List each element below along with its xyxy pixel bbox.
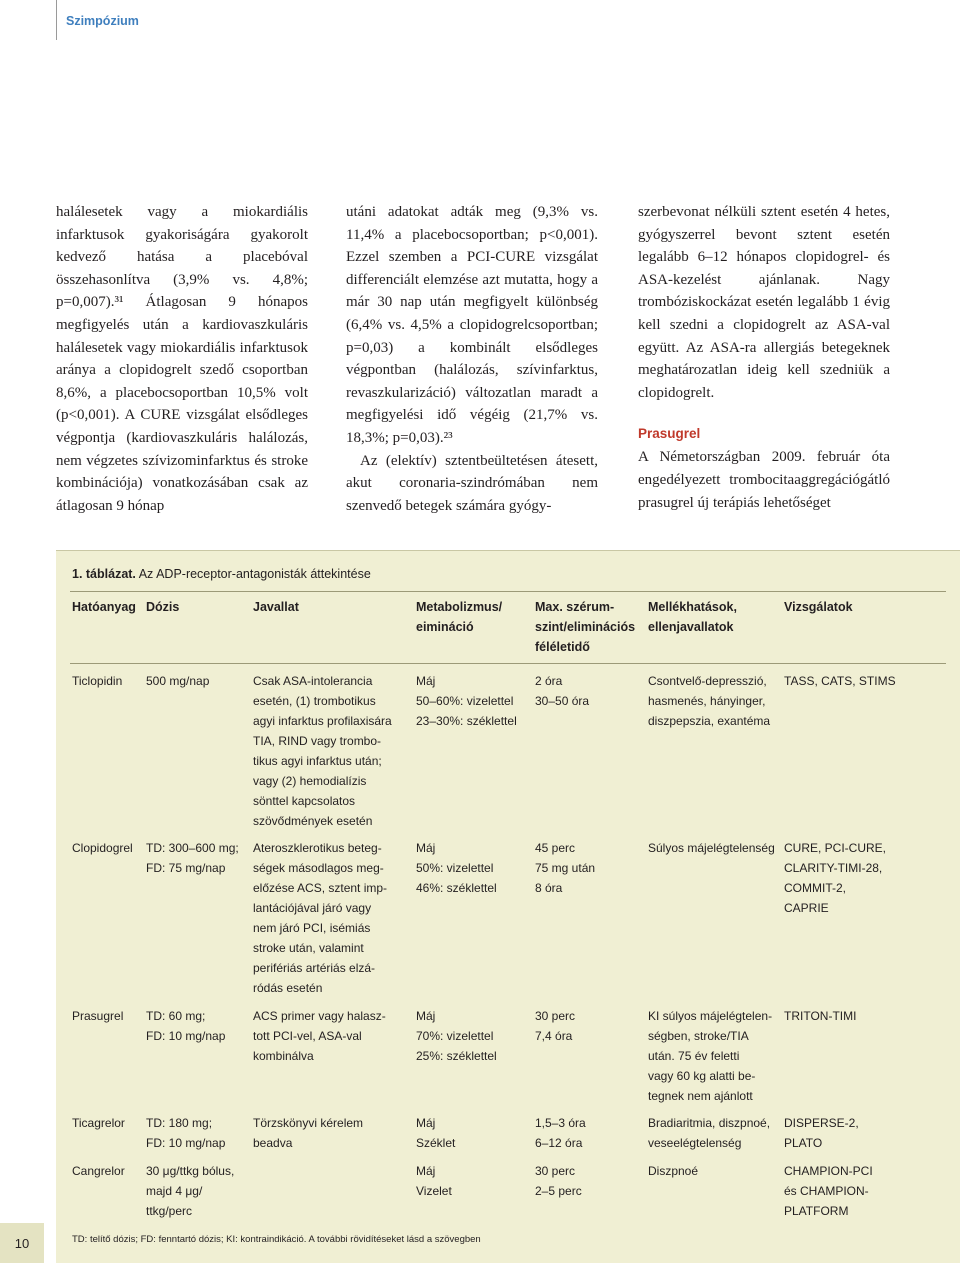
cell-mellekhatasok: Csontvelő-depresszió, hasmenés, hányinger, diszpepszia, exantéma [648, 674, 771, 728]
header-metabolizmus: Metabolizmus/ eimináció [416, 600, 503, 634]
cell-szerumszint: 30 perc 7,4 óra [535, 1009, 576, 1043]
cell-metabolizmus: Máj Vizelet [416, 1164, 452, 1198]
cell-vizsgalatok: TASS, CATS, STIMS [784, 674, 896, 688]
header-hatoanyag: Hatóanyag [72, 600, 136, 614]
cell-hatoanyag: Clopidogrel [72, 841, 133, 855]
cell-vizsgalatok: CURE, PCI-CURE, CLARITY-TIMI-28, COMMIT-2, CAPRIE [784, 841, 887, 915]
header-vizsgalatok: Vizsgálatok [784, 600, 853, 614]
paragraph: utáni adatokat adták meg (9,3% vs. 11,4% a placebocsoportban; p<0,001). Ezzel szemben a PCI-CURE vizsgálat differenciált elemzése azt mutatta, hogy a már 30 nap után megfigyelt különbség (6,4% vs. 4,5% a clopidogrelcsoportban; p=0,03) a kombinált elsődleges végpontban (halálozás, szívinfarktus, revaszkularizáció) változatlan maradt a megfigyelési idő végéig (21,7% vs. 18,3%; p=0,03).²³ [346, 204, 598, 446]
cell-javallat: ACS primer vagy halasz- tott PCI-vel, ASA-val kombinálva [253, 1009, 386, 1063]
cell-dozis: TD: 180 mg; FD: 10 mg/nap [146, 1116, 226, 1150]
cell-mellekhatasok: Diszpnoé [648, 1164, 699, 1178]
header-javallat: Javallat [253, 600, 299, 614]
cell-hatoanyag: Prasugrel [72, 1009, 124, 1023]
paragraph: szerbevonat nélküli sztent esetén 4 hetes, gyógyszerrel bevont sztent esetén legalább 6–12 hónapos clopidogrel- és ASA-kezelést ajánlanak. Nagy trombóziskockázat esetén legalább 1 évig kell szedni a clopidogrelt az ASA-val együtt. Az ASA-ra allergiás betegeknek meghatározatlan ideig kell szedniük a clopidogrelt. [638, 204, 890, 401]
cell-vizsgalatok: CHAMPION-PCI és CHAMPION- PLATFORM [784, 1164, 873, 1218]
cell-hatoanyag: Cangrelor [72, 1164, 125, 1178]
cell-mellekhatasok: KI súlyos májelégtelen- ségben, stroke/TIA után. 75 év feletti vagy 60 kg alatti be- tegnek nem ajánlott [648, 1009, 773, 1103]
section-heading: Prasugrel [638, 426, 701, 442]
table-caption-label: 1. táblázat. [72, 567, 136, 581]
cell-metabolizmus: Máj 50%: vizelettel 46%: széklettel [416, 841, 497, 895]
cell-javallat: Csak ASA-intolerancia esetén, (1) trombotikus agyi infarktus profilaxisára TIA, RIND vagy trombo- tikus agyi infarktus után; vagy (2) hemodialízis sönttel kapcsolatos szövődmények esetén [253, 674, 392, 828]
paragraph: halálesetek vagy a miokardiális infarktusok gyakoriságára gyakorolt kedvező hatása a placebóval összehasonlítva (3,9% vs. 4,8%; p=0,007).³¹ Átlagosan 9 hónapos megfigyelés után a kardiovaszkuláris halálesetek vagy miokardiális infarktusok aránya a clopidogrelt szedő csoportban 8,6%, a placebocsoportban 10,5% volt (p<0,001). A CURE vizsgálat elsődleges végpontja (kardiovaszkuláris halálozás, nem végzetes szívizominfarktus és stroke kombinációja) vonatkozásában csak az átlagosan 9 hónap [56, 204, 308, 514]
cell-szerumszint: 30 perc 2–5 perc [535, 1164, 582, 1198]
header-szerumszint: Max. szérum- szint/eliminációs féléletidő [535, 600, 636, 654]
text-column-1 [56, 201, 308, 517]
cell-metabolizmus: Máj 70%: vizelettel 25%: széklettel [416, 1009, 497, 1063]
cell-hatoanyag: Ticlopidin [72, 674, 123, 688]
table-box [56, 550, 960, 1263]
cell-mellekhatasok: Bradiaritmia, diszpnoé, veseelégtelenség [648, 1116, 771, 1150]
text-column-2 [346, 201, 598, 517]
table-caption-text: Az ADP-receptor-antagonisták áttekintése [135, 567, 371, 581]
cell-dozis: TD: 300–600 mg; FD: 75 mg/nap [146, 841, 239, 875]
header-divider [56, 0, 57, 40]
table-header-rule [70, 663, 946, 664]
cell-javallat: Törzskönyvi kérelem beadva [253, 1116, 364, 1150]
page-number: 10 [0, 1223, 44, 1263]
header-mellekhatasok: Mellékhatások, ellenjavallatok [648, 600, 737, 634]
table-caption [72, 567, 371, 581]
paragraph: A Németországban 2009. február óta engedélyezett trombocitaaggregációgátló prasugrel új terápiás lehetőséget [638, 449, 890, 511]
cell-hatoanyag: Ticagrelor [72, 1116, 125, 1130]
cell-dozis: 500 mg/nap [146, 674, 210, 688]
cell-metabolizmus: Máj 50–60%: vizelettel 23–30%: széklettel [416, 674, 517, 728]
cell-szerumszint: 1,5–3 óra 6–12 óra [535, 1116, 586, 1150]
paragraph: Az (elektív) sztentbeültetésen átesett, akut coronaria-szindrómában nem szenvedő betegek számára gyógy- [346, 452, 598, 514]
cell-szerumszint: 2 óra 30–50 óra [535, 674, 590, 708]
cell-dozis: 30 μg/ttkg bólus, majd 4 μg/ ttkg/perc [146, 1164, 235, 1218]
cell-dozis: TD: 60 mg; FD: 10 mg/nap [146, 1009, 226, 1043]
table-top-rule [70, 591, 946, 592]
table-footnote: TD: telítő dózis; FD: fenntartó dózis; KI: kontraindikáció. A további rövidítéseket lásd a szövegben [72, 1234, 481, 1245]
section-label: Szimpózium [66, 14, 139, 28]
cell-vizsgalatok: DISPERSE-2, PLATO [784, 1116, 859, 1150]
text-column-3 [638, 201, 890, 514]
cell-szerumszint: 45 perc 75 mg után 8 óra [535, 841, 596, 895]
cell-mellekhatasok: Súlyos májelégtelenség [648, 841, 775, 855]
cell-javallat: Ateroszklerotikus beteg- ségek másodlagos meg- előzése ACS, sztent imp- lantációjával járó vagy nem járó PCI, isémiás stroke után, valamint perifériás artériás elzá- ródás esetén [253, 841, 388, 995]
cell-vizsgalatok: TRITON-TIMI [784, 1009, 857, 1023]
cell-metabolizmus: Máj Széklet [416, 1116, 456, 1150]
header-dozis: Dózis [146, 600, 180, 614]
